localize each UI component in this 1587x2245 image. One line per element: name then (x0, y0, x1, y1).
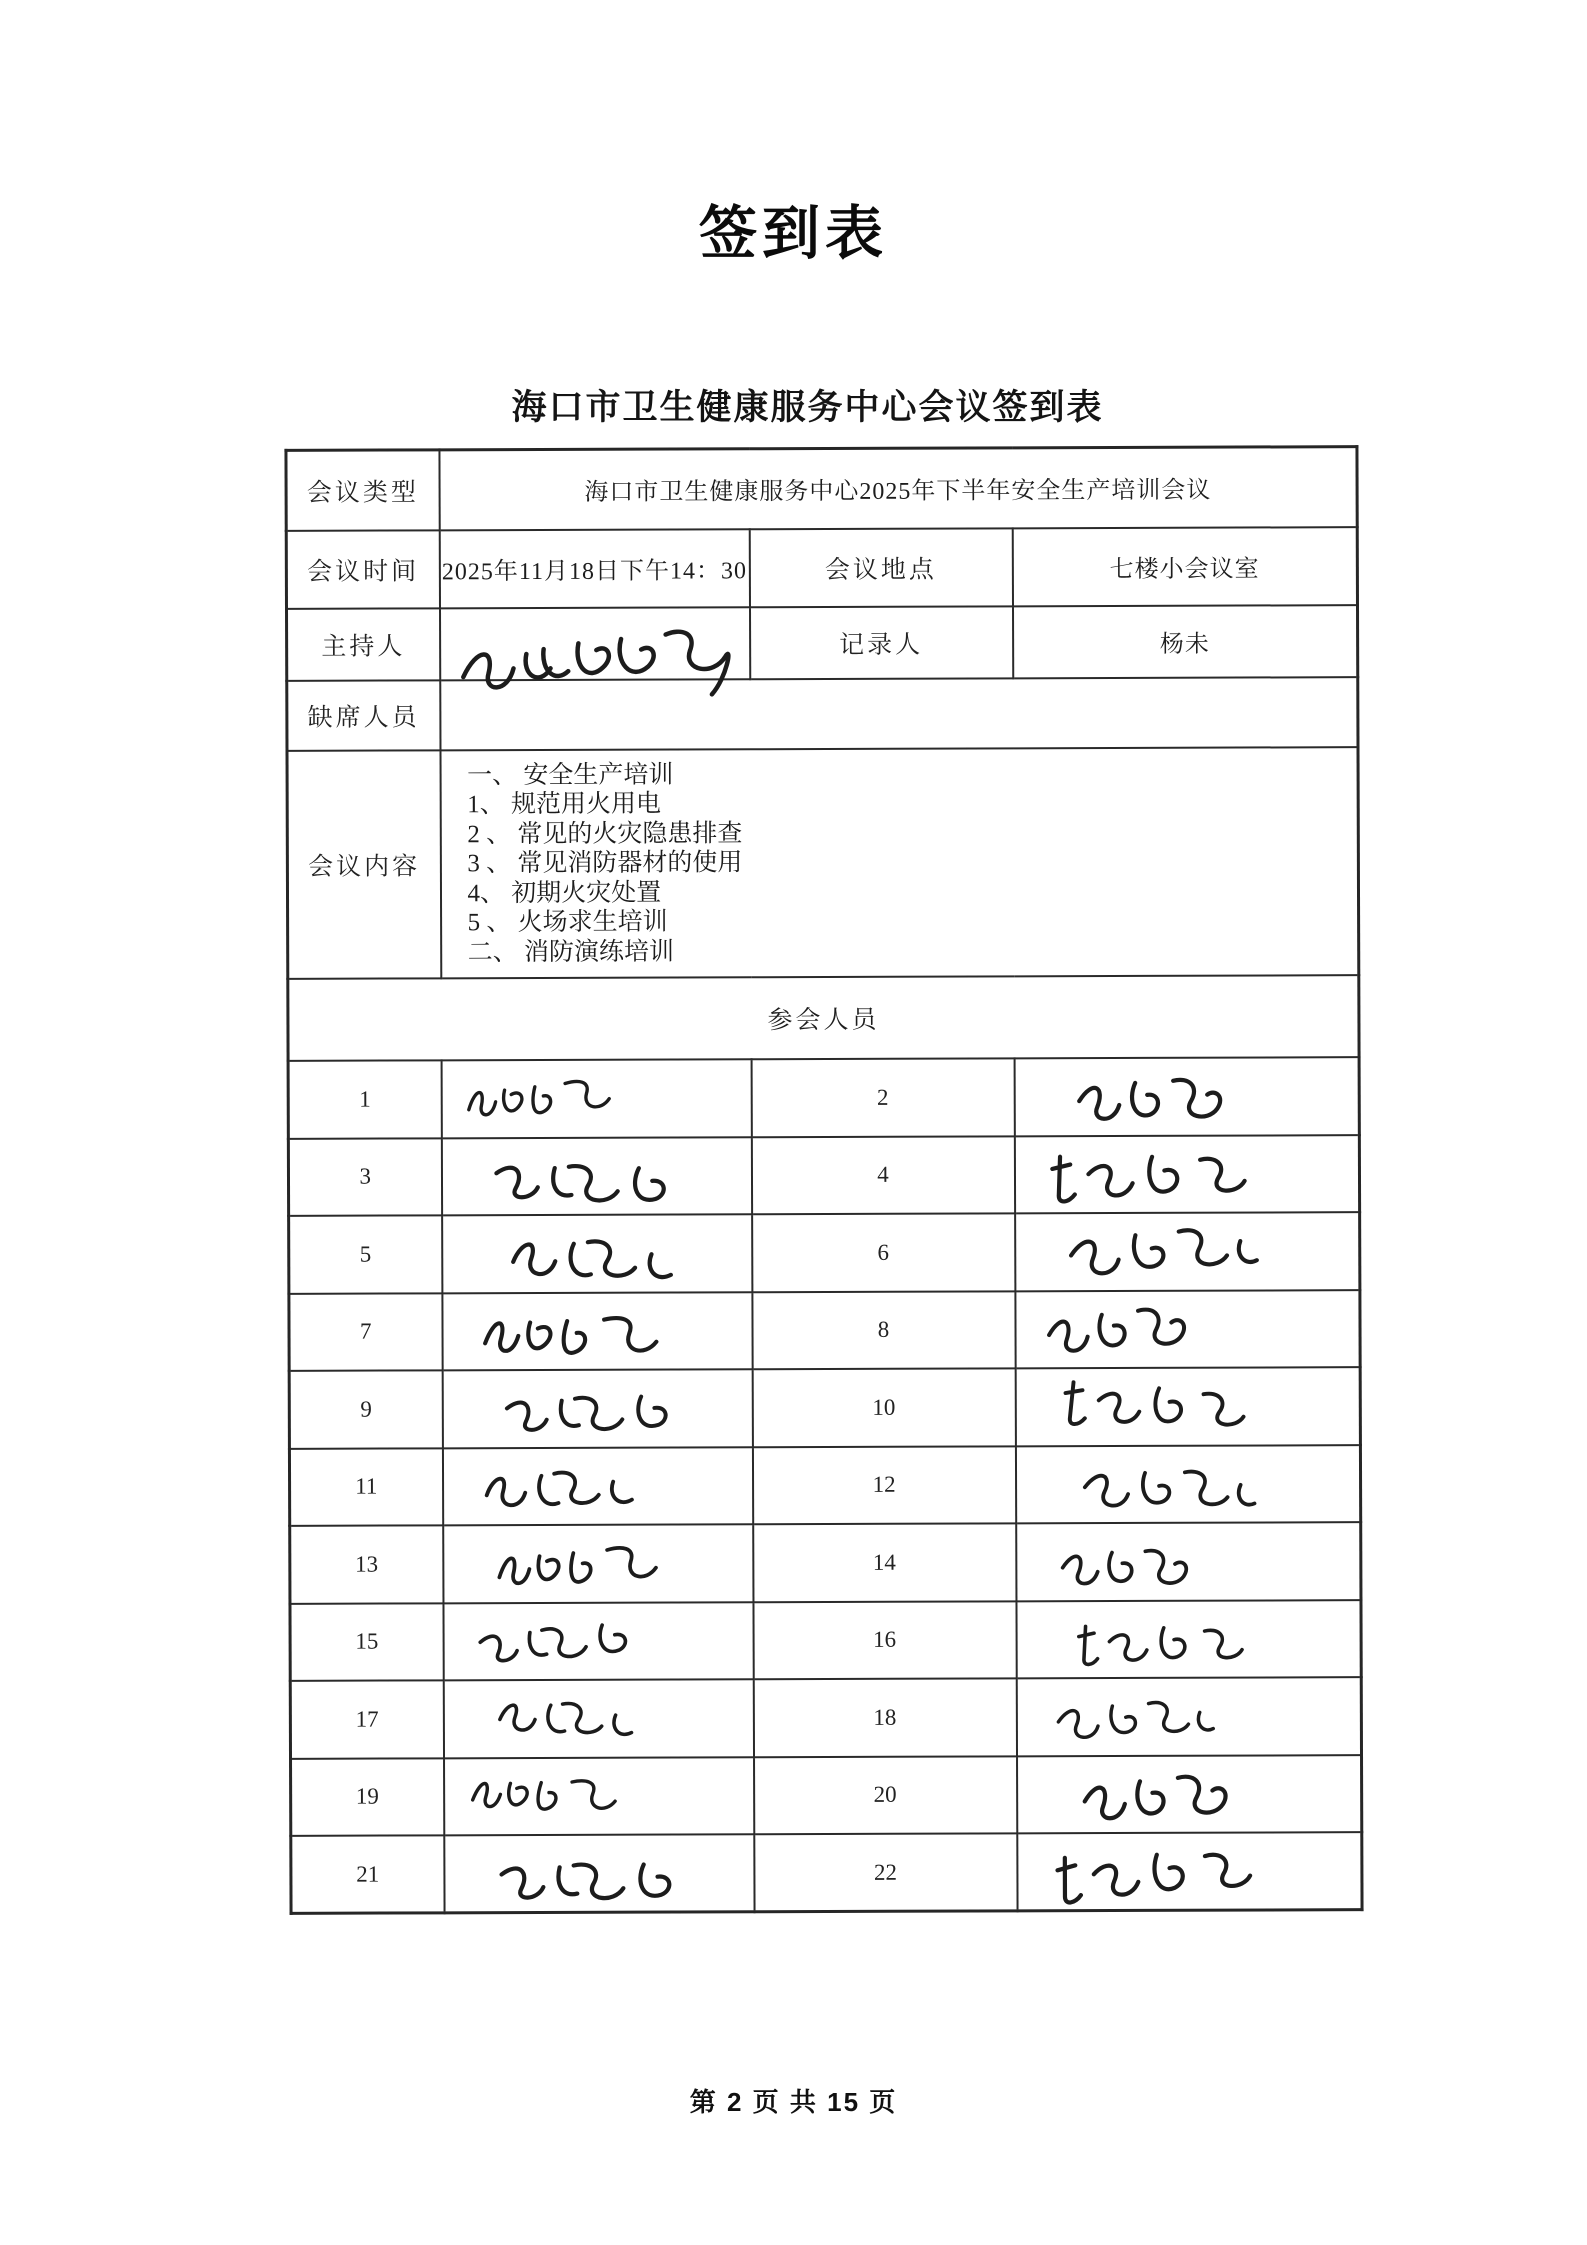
attendee-signature-cell (1016, 1600, 1361, 1679)
meeting-type-label: 会议类型 (286, 450, 439, 531)
attendee-signature-cell (443, 1602, 753, 1681)
attendee-number-cell: 14 (753, 1523, 1016, 1601)
signature-scribble-glyphs (1064, 1764, 1297, 1833)
host-label: 主持人 (287, 608, 440, 681)
signature-scribble-glyphs (462, 1763, 642, 1829)
attendee-signature-cell (443, 1524, 753, 1603)
signature-scribble (445, 1765, 753, 1828)
attendee-number-cell: 21 (291, 1835, 444, 1913)
meeting-content-line: 1、 规范用火用电 (467, 790, 661, 819)
signature-scribble (443, 1300, 751, 1363)
meeting-content-line: 4、 初期火灾处置 (467, 879, 662, 907)
attendee-number-cell: 20 (754, 1756, 1017, 1834)
recorder-value: 杨未 (1012, 605, 1357, 678)
attendee-row (291, 1755, 1362, 1836)
content-value-cell (440, 747, 1359, 979)
attendee-number-cell: 19 (291, 1758, 444, 1836)
signature-scribble (444, 1610, 752, 1673)
signature-scribble (1018, 1762, 1361, 1825)
signature-scribble-glyphs (457, 1064, 636, 1134)
signin-table (284, 445, 1363, 1915)
attendee-row (290, 1677, 1361, 1758)
attendee-number-cell: 8 (752, 1291, 1015, 1369)
attendee-number-cell: 18 (753, 1678, 1016, 1756)
meeting-content-line: 二、 消防演练培训 (467, 938, 675, 966)
absent-label: 缺席人员 (287, 680, 440, 751)
attendee-number-cell: 1 (288, 1060, 441, 1138)
signature-scribble-glyphs (1038, 1145, 1262, 1210)
signature-scribble (1016, 1297, 1359, 1360)
signature-scribble (1017, 1607, 1360, 1670)
attendee-signature-cell (1017, 1755, 1362, 1834)
attendees-header: 参会人员 (288, 975, 1359, 1061)
meeting-time-value: 2025年11月18日下午14：30 (439, 529, 749, 608)
signature-scribble-glyphs (494, 1227, 716, 1294)
attendee-number-cell: 11 (289, 1448, 442, 1526)
signature-scribble-glyphs (465, 1608, 658, 1679)
row-host-recorder (287, 605, 1358, 681)
page-number: 第 2 页 共 15 页 (689, 2087, 898, 2117)
signature-scribble-glyphs (1060, 1070, 1289, 1131)
attendee-number-cell: 10 (752, 1368, 1015, 1446)
signature-scribble (1016, 1220, 1359, 1283)
meeting-content-line: 2 、 常见的火灾隐患排查 (467, 819, 743, 848)
signature-scribble (444, 1532, 752, 1595)
signature-scribble-glyphs (1041, 1838, 1269, 1910)
attendee-number-cell: 12 (752, 1446, 1015, 1524)
attendee-number-cell: 6 (752, 1213, 1015, 1291)
signature-scribble-glyphs (491, 1383, 699, 1444)
recorder-label: 记录人 (749, 606, 1012, 679)
sheet-heading: 海口市卫生健康服务中心会议签到表 (511, 388, 1104, 427)
location-value: 七楼小会议室 (1012, 527, 1357, 606)
attendee-signature-cell (1017, 1832, 1362, 1911)
signature-scribble-glyphs (473, 1306, 688, 1369)
signature-scribble-glyphs (1049, 1537, 1243, 1600)
signature-scribble (1015, 1142, 1358, 1205)
signature-scribble (1017, 1530, 1360, 1593)
attendee-row (288, 1057, 1359, 1138)
attendee-signature-cell (444, 1834, 754, 1913)
row-content (287, 747, 1359, 979)
content-label: 会议内容 (287, 750, 441, 979)
signature-scribble (442, 1145, 750, 1208)
attendee-signature-cell (1014, 1057, 1359, 1136)
signature-scribble-glyphs (1056, 1219, 1275, 1287)
signature-scribble (442, 1067, 750, 1130)
attendee-signature-cell (442, 1369, 752, 1448)
signature-scribble-glyphs (1068, 1615, 1255, 1676)
attendee-row (291, 1832, 1362, 1913)
page-title: 签到表 (698, 201, 888, 266)
signature-scribble (1015, 1065, 1358, 1128)
attendee-row (288, 1135, 1359, 1216)
attendee-signature-cell (444, 1757, 754, 1836)
attendee-signature-cell (442, 1292, 752, 1371)
attendee-number-cell: 4 (751, 1136, 1014, 1214)
meeting-type-value: 海口市卫生健康服务中心2025年下半年安全生产培训会议 (439, 447, 1357, 530)
attendee-number-cell: 13 (290, 1525, 443, 1603)
signature-scribble (444, 1687, 752, 1750)
signature-scribble (443, 1222, 751, 1285)
attendee-row (289, 1367, 1360, 1448)
signature-scribble-glyphs (1071, 1459, 1272, 1525)
attendee-number-cell: 22 (754, 1833, 1017, 1911)
signature-scribble-glyphs (469, 1458, 672, 1522)
attendee-number-cell: 3 (288, 1138, 441, 1216)
meeting-content-line: 3 、 常见消防器材的使用 (467, 849, 743, 878)
signature-scribble-glyphs (1034, 1294, 1248, 1366)
signature-scribble-glyphs (487, 1533, 685, 1600)
attendee-signature-cell (443, 1679, 753, 1758)
signature-scribble (1017, 1685, 1360, 1748)
row-absent (287, 677, 1358, 751)
signature-scribble-glyphs (475, 1149, 704, 1220)
host-signature-cell (440, 607, 750, 680)
attendee-signature-cell (1015, 1290, 1360, 1369)
signature-scribble (445, 1842, 753, 1905)
signature-scribble (443, 1455, 751, 1518)
attendee-signature-cell (1014, 1135, 1359, 1214)
attendee-signature-cell (442, 1447, 752, 1526)
signature-scribble-glyphs (1052, 1372, 1260, 1442)
attendee-signature-cell (442, 1214, 752, 1293)
meeting-time-label: 会议时间 (286, 530, 439, 609)
attendee-signature-cell (1015, 1445, 1360, 1524)
signature-scribble (1016, 1452, 1359, 1515)
location-label: 会议地点 (749, 528, 1012, 607)
attendee-signature-cell (441, 1059, 751, 1138)
attendee-signature-cell (1015, 1212, 1360, 1291)
attendee-number-cell: 17 (290, 1680, 443, 1758)
attendee-signature-cell (1016, 1522, 1361, 1601)
signature-scribble-glyphs (483, 1685, 670, 1754)
signature-scribble (1018, 1840, 1361, 1903)
row-time-location (286, 527, 1357, 609)
signature-scribble (1016, 1375, 1359, 1438)
signature-scribble-glyphs (481, 1850, 710, 1913)
signature-scribble-glyphs (1046, 1690, 1228, 1754)
attendee-row (290, 1522, 1361, 1603)
attendee-signature-cell (441, 1137, 751, 1216)
attendee-row (289, 1212, 1360, 1293)
attendee-number-cell: 9 (289, 1370, 442, 1448)
attendee-row (290, 1600, 1361, 1681)
attendee-row (289, 1445, 1360, 1526)
attendee-number-cell: 2 (751, 1058, 1014, 1136)
meeting-content-list (441, 748, 1357, 978)
signature-scribble (443, 1377, 751, 1440)
meeting-content-line: 5 、 火场求生培训 (467, 908, 668, 937)
attendee-signature-cell (1016, 1677, 1361, 1756)
attendee-number-cell: 16 (753, 1601, 1016, 1679)
host-signature-scribble (441, 614, 749, 673)
meeting-content-line: 一、 安全生产培训 (467, 761, 674, 789)
attendee-row (289, 1290, 1360, 1371)
row-meeting-type (286, 447, 1357, 531)
row-attendees-header (288, 975, 1359, 1061)
attendee-number-cell: 5 (289, 1215, 442, 1293)
host-signature-glyphs (446, 610, 743, 718)
attendee-signature-cell (1015, 1367, 1360, 1446)
attendee-number-cell: 7 (289, 1293, 442, 1371)
attendee-number-cell: 15 (290, 1603, 443, 1681)
